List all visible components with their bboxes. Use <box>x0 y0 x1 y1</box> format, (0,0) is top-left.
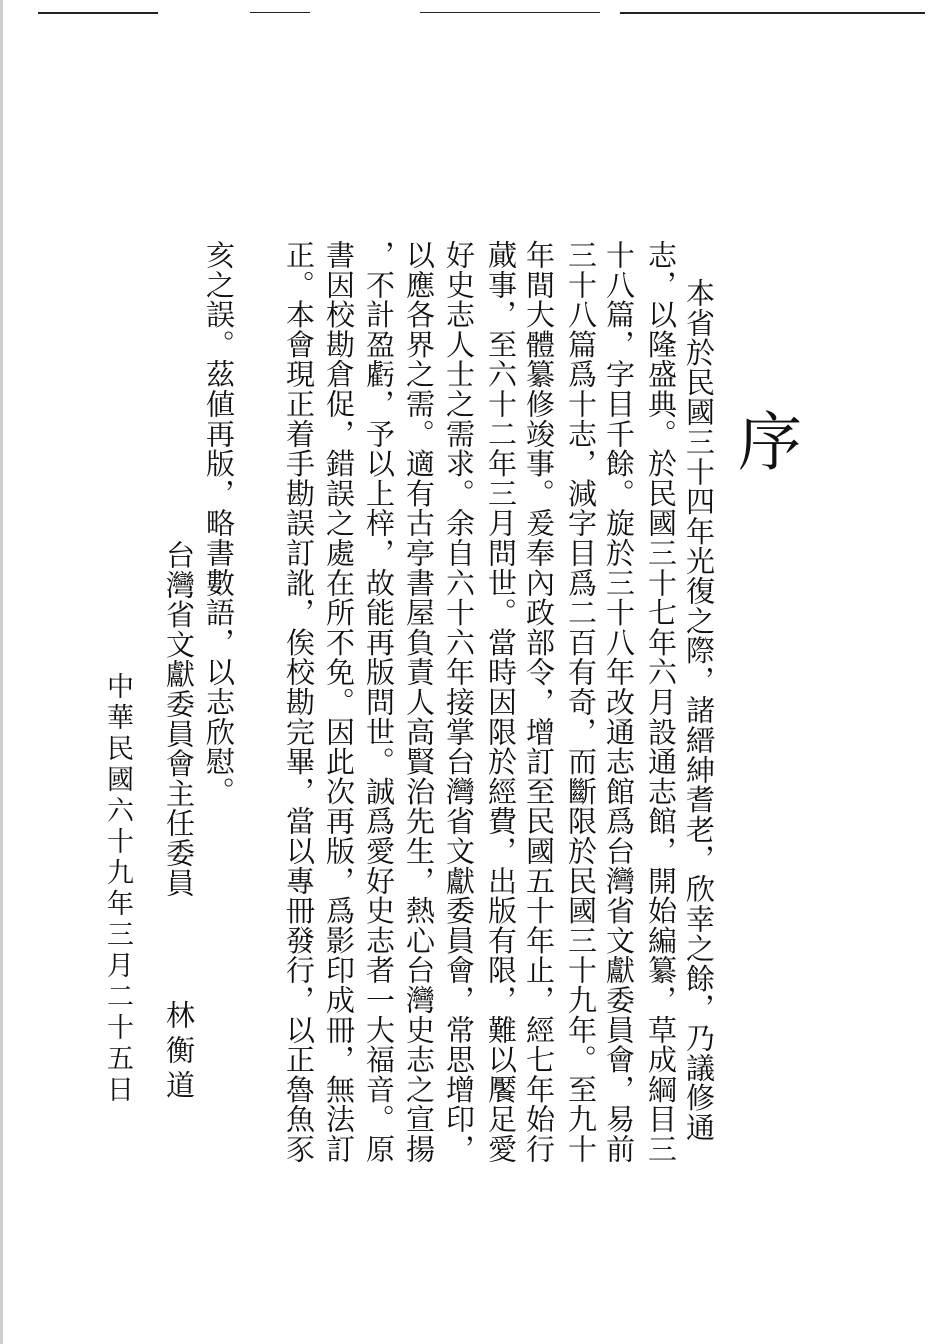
text-column: 蕆事，至六十二年三月問世。當時因限於經費，出版有限，難以饜足愛 <box>484 240 518 1164</box>
text-column: 亥之誤。茲値再版，略書數語，以志欣慰。 <box>202 240 236 807</box>
text-column: ，不計盈虧，予以上梓，故能再版問世。誠爲愛好史志者一大福音。原 <box>362 240 396 1164</box>
top-rule-segment <box>420 12 600 13</box>
text-column: 好史志人士之需求。余自六十六年接掌台灣省文獻委員會，常思增印， <box>442 240 476 1164</box>
text-column: 書因校勘倉促，錯誤之處在所不免。因此次再版，爲影印成冊，無法訂 <box>322 240 356 1164</box>
text-column: 本省於民國三十四年光復之際，諸縉紳耆老，欣幸之餘，乃議修通 <box>682 278 716 1143</box>
top-rule-segment <box>38 12 158 14</box>
text-column: 年間大體纂修竣事。爰奉內政部令，增訂至民國五十年止，經七年始行 <box>522 240 556 1164</box>
page-edge <box>0 0 3 1344</box>
text-column: 三十八篇爲十志，減字目爲二百有奇，而斷限於民國三十九年。至九十 <box>564 240 598 1164</box>
text-column: 志，以隆盛典。於民國三十七年六月設通志館，開始編纂，草成綱目三 <box>644 240 678 1164</box>
signature-organization: 台灣省文獻委員會主任委員 <box>162 540 196 898</box>
top-rule-segment <box>250 12 310 13</box>
signature-name: 林衡道 <box>162 1000 196 1105</box>
text-column: 正。本會現正着手勘誤訂訛，俟校勘完畢，當以專冊發行，以正魯魚豕 <box>282 240 316 1164</box>
text-column: 以應各界之需。適有古亭書屋負責人高賢治先生，熱心台灣史志之宣揚 <box>402 240 436 1164</box>
preface-title: 序 <box>727 408 801 472</box>
top-rule-segment <box>620 12 925 14</box>
text-column: 十八篇，字目千餘。旋於三十八年改通志館爲台灣省文獻委員會，易前 <box>602 240 636 1164</box>
preface-date: 中華民國六十九年三月二十五日 <box>102 672 133 1106</box>
